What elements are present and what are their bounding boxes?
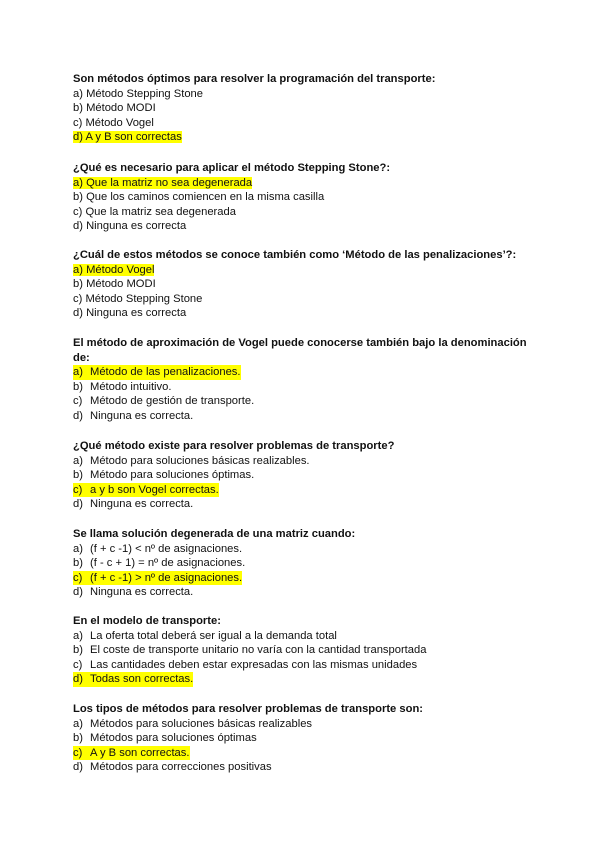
option-letter: d) bbox=[73, 586, 83, 599]
answer-option bbox=[73, 556, 533, 571]
option-content bbox=[73, 102, 156, 114]
option-text: Método Vogel bbox=[85, 116, 154, 129]
option-text: Método de gestión de transporte. bbox=[90, 395, 255, 408]
option-text: Métodos para soluciones básicas realizables bbox=[90, 717, 313, 730]
option-letter: d) bbox=[73, 307, 83, 320]
option-letter: b) bbox=[73, 557, 83, 570]
answer-option bbox=[73, 190, 533, 205]
option-letter: b) bbox=[73, 278, 83, 291]
option-letter: a) bbox=[73, 454, 83, 467]
answer-option bbox=[73, 116, 533, 131]
answer-option bbox=[73, 409, 533, 424]
option-text: A y B son correctas bbox=[85, 131, 182, 144]
option-letter: d) bbox=[73, 409, 83, 422]
answer-option bbox=[73, 380, 533, 395]
option-letter: b) bbox=[73, 469, 83, 482]
option-text: Que la matriz sea degenerada bbox=[85, 205, 236, 218]
option-list bbox=[73, 263, 533, 321]
option-letter: c) bbox=[73, 395, 83, 408]
answer-option bbox=[73, 672, 533, 687]
question-text: El método de aproximación de Vogel puede conocerse también bajo la denominación de: bbox=[73, 337, 527, 364]
answer-option bbox=[73, 176, 533, 191]
option-letter: b) bbox=[73, 102, 83, 115]
option-letter: a) bbox=[73, 87, 83, 100]
option-text: Método Stepping Stone bbox=[85, 292, 203, 305]
answer-option bbox=[73, 365, 533, 380]
option-text: a y b son Vogel correctas. bbox=[90, 483, 219, 496]
answer-option bbox=[73, 87, 533, 102]
answer-option bbox=[73, 263, 533, 278]
option-letter: d) bbox=[73, 761, 83, 774]
option-text: (f + c -1) > nº de asignaciones. bbox=[90, 571, 243, 584]
option-text: El coste de transporte unitario no varía con la cantidad transportada bbox=[90, 644, 427, 657]
question-text: ¿Qué es necesario para aplicar el método Stepping Stone?: bbox=[73, 162, 391, 174]
option-content bbox=[73, 278, 156, 290]
question-block bbox=[73, 702, 533, 775]
option-text: Método de las penalizaciones. bbox=[90, 366, 241, 379]
answer-option bbox=[73, 643, 533, 658]
question-block bbox=[73, 527, 533, 600]
option-list bbox=[73, 176, 533, 234]
option-content bbox=[73, 191, 324, 203]
question-block bbox=[73, 614, 533, 687]
option-content bbox=[73, 177, 252, 189]
option-letter: c) bbox=[73, 483, 90, 498]
option-text: (f + c -1) < nº de asignaciones. bbox=[90, 542, 243, 555]
answer-option bbox=[73, 585, 533, 600]
question-block bbox=[73, 336, 533, 424]
question-text: Son métodos óptimos para resolver la programación del transporte: bbox=[73, 73, 436, 85]
option-letter: d) bbox=[73, 131, 83, 144]
option-letter: b) bbox=[73, 191, 83, 204]
option-letter: d) bbox=[73, 498, 83, 511]
option-letter: b) bbox=[73, 380, 83, 393]
option-letter: a) bbox=[73, 263, 83, 276]
option-text: Método para soluciones básicas realizables. bbox=[90, 454, 310, 467]
option-text: La oferta total deberá ser igual a la demanda total bbox=[90, 629, 337, 642]
option-letter: a) bbox=[73, 629, 83, 642]
option-text: Todas son correctas. bbox=[90, 673, 194, 686]
option-text: Ninguna es correcta. bbox=[90, 586, 194, 599]
option-text: Ninguna es correcta bbox=[86, 220, 187, 233]
option-content bbox=[73, 220, 186, 232]
answer-option bbox=[73, 746, 533, 761]
option-text: Las cantidades deben estar expresadas con las mismas unidades bbox=[90, 658, 418, 671]
question-text: Se llama solución degenerada de una matriz cuando: bbox=[73, 528, 356, 540]
option-text: Ninguna es correcta. bbox=[90, 498, 194, 511]
option-list bbox=[73, 365, 533, 423]
answer-option bbox=[73, 277, 533, 292]
option-content bbox=[73, 293, 202, 305]
question-text: Los tipos de métodos para resolver problemas de transporte son: bbox=[73, 703, 424, 715]
answer-option bbox=[73, 658, 533, 673]
answer-option bbox=[73, 292, 533, 307]
option-content bbox=[73, 88, 203, 100]
option-text: Método para soluciones óptimas. bbox=[90, 469, 255, 482]
option-list bbox=[73, 629, 533, 687]
option-text: Métodos para correcciones positivas bbox=[90, 761, 272, 774]
answer-option bbox=[73, 219, 533, 234]
option-content bbox=[73, 117, 154, 129]
option-text: Método Stepping Stone bbox=[86, 87, 203, 100]
question-text: En el modelo de transporte: bbox=[73, 615, 221, 627]
answer-option bbox=[73, 454, 533, 469]
answer-option bbox=[73, 571, 533, 586]
option-letter: c) bbox=[73, 205, 83, 218]
answer-option bbox=[73, 497, 533, 512]
option-letter: b) bbox=[73, 644, 83, 657]
question-block bbox=[73, 439, 533, 512]
option-letter: c) bbox=[73, 746, 90, 761]
answer-option bbox=[73, 468, 533, 483]
question-block bbox=[73, 72, 533, 145]
option-text: Ninguna es correcta bbox=[86, 307, 187, 320]
option-text: Método intuitivo. bbox=[90, 380, 172, 393]
option-text: (f - c + 1) = nº de asignaciones. bbox=[90, 557, 246, 570]
answer-option bbox=[73, 717, 533, 732]
option-list bbox=[73, 542, 533, 600]
option-list bbox=[73, 717, 533, 775]
option-letter: c) bbox=[73, 571, 90, 586]
answer-option bbox=[73, 760, 533, 775]
option-text: Método MODI bbox=[86, 278, 156, 291]
option-content bbox=[73, 307, 186, 319]
option-letter: c) bbox=[73, 116, 83, 129]
option-text: Que los caminos comiencen en la misma casilla bbox=[86, 191, 325, 204]
option-letter: a) bbox=[73, 717, 83, 730]
option-letter: a) bbox=[73, 365, 90, 380]
answer-option bbox=[73, 101, 533, 116]
answer-option bbox=[73, 205, 533, 220]
answer-option bbox=[73, 130, 533, 145]
option-text: Ninguna es correcta. bbox=[90, 409, 194, 422]
answer-option bbox=[73, 629, 533, 644]
option-list bbox=[73, 454, 533, 512]
option-list bbox=[73, 87, 533, 145]
option-content bbox=[73, 206, 236, 218]
option-letter: a) bbox=[73, 176, 83, 189]
option-letter: c) bbox=[73, 292, 83, 305]
option-letter: b) bbox=[73, 732, 83, 745]
option-content bbox=[73, 131, 182, 143]
answer-option bbox=[73, 394, 533, 409]
answer-option bbox=[73, 306, 533, 321]
option-text: Método MODI bbox=[86, 102, 156, 115]
option-letter: d) bbox=[73, 220, 83, 233]
question-block bbox=[73, 248, 533, 321]
option-text: Método Vogel bbox=[86, 263, 155, 276]
question-block bbox=[73, 161, 533, 234]
option-letter: d) bbox=[73, 672, 90, 687]
option-letter: a) bbox=[73, 542, 83, 555]
option-text: A y B son correctas. bbox=[90, 746, 190, 759]
question-text: ¿Qué método existe para resolver problemas de transporte? bbox=[73, 440, 395, 452]
option-content bbox=[73, 264, 154, 276]
answer-option bbox=[73, 731, 533, 746]
option-text: Métodos para soluciones óptimas bbox=[90, 732, 257, 745]
option-text: Que la matriz no sea degenerada bbox=[86, 176, 253, 189]
option-letter: c) bbox=[73, 658, 83, 671]
answer-option bbox=[73, 483, 533, 498]
answer-option bbox=[73, 542, 533, 557]
question-text: ¿Cuál de estos métodos se conoce también como ‘Método de las penalizaciones’?: bbox=[73, 249, 517, 261]
